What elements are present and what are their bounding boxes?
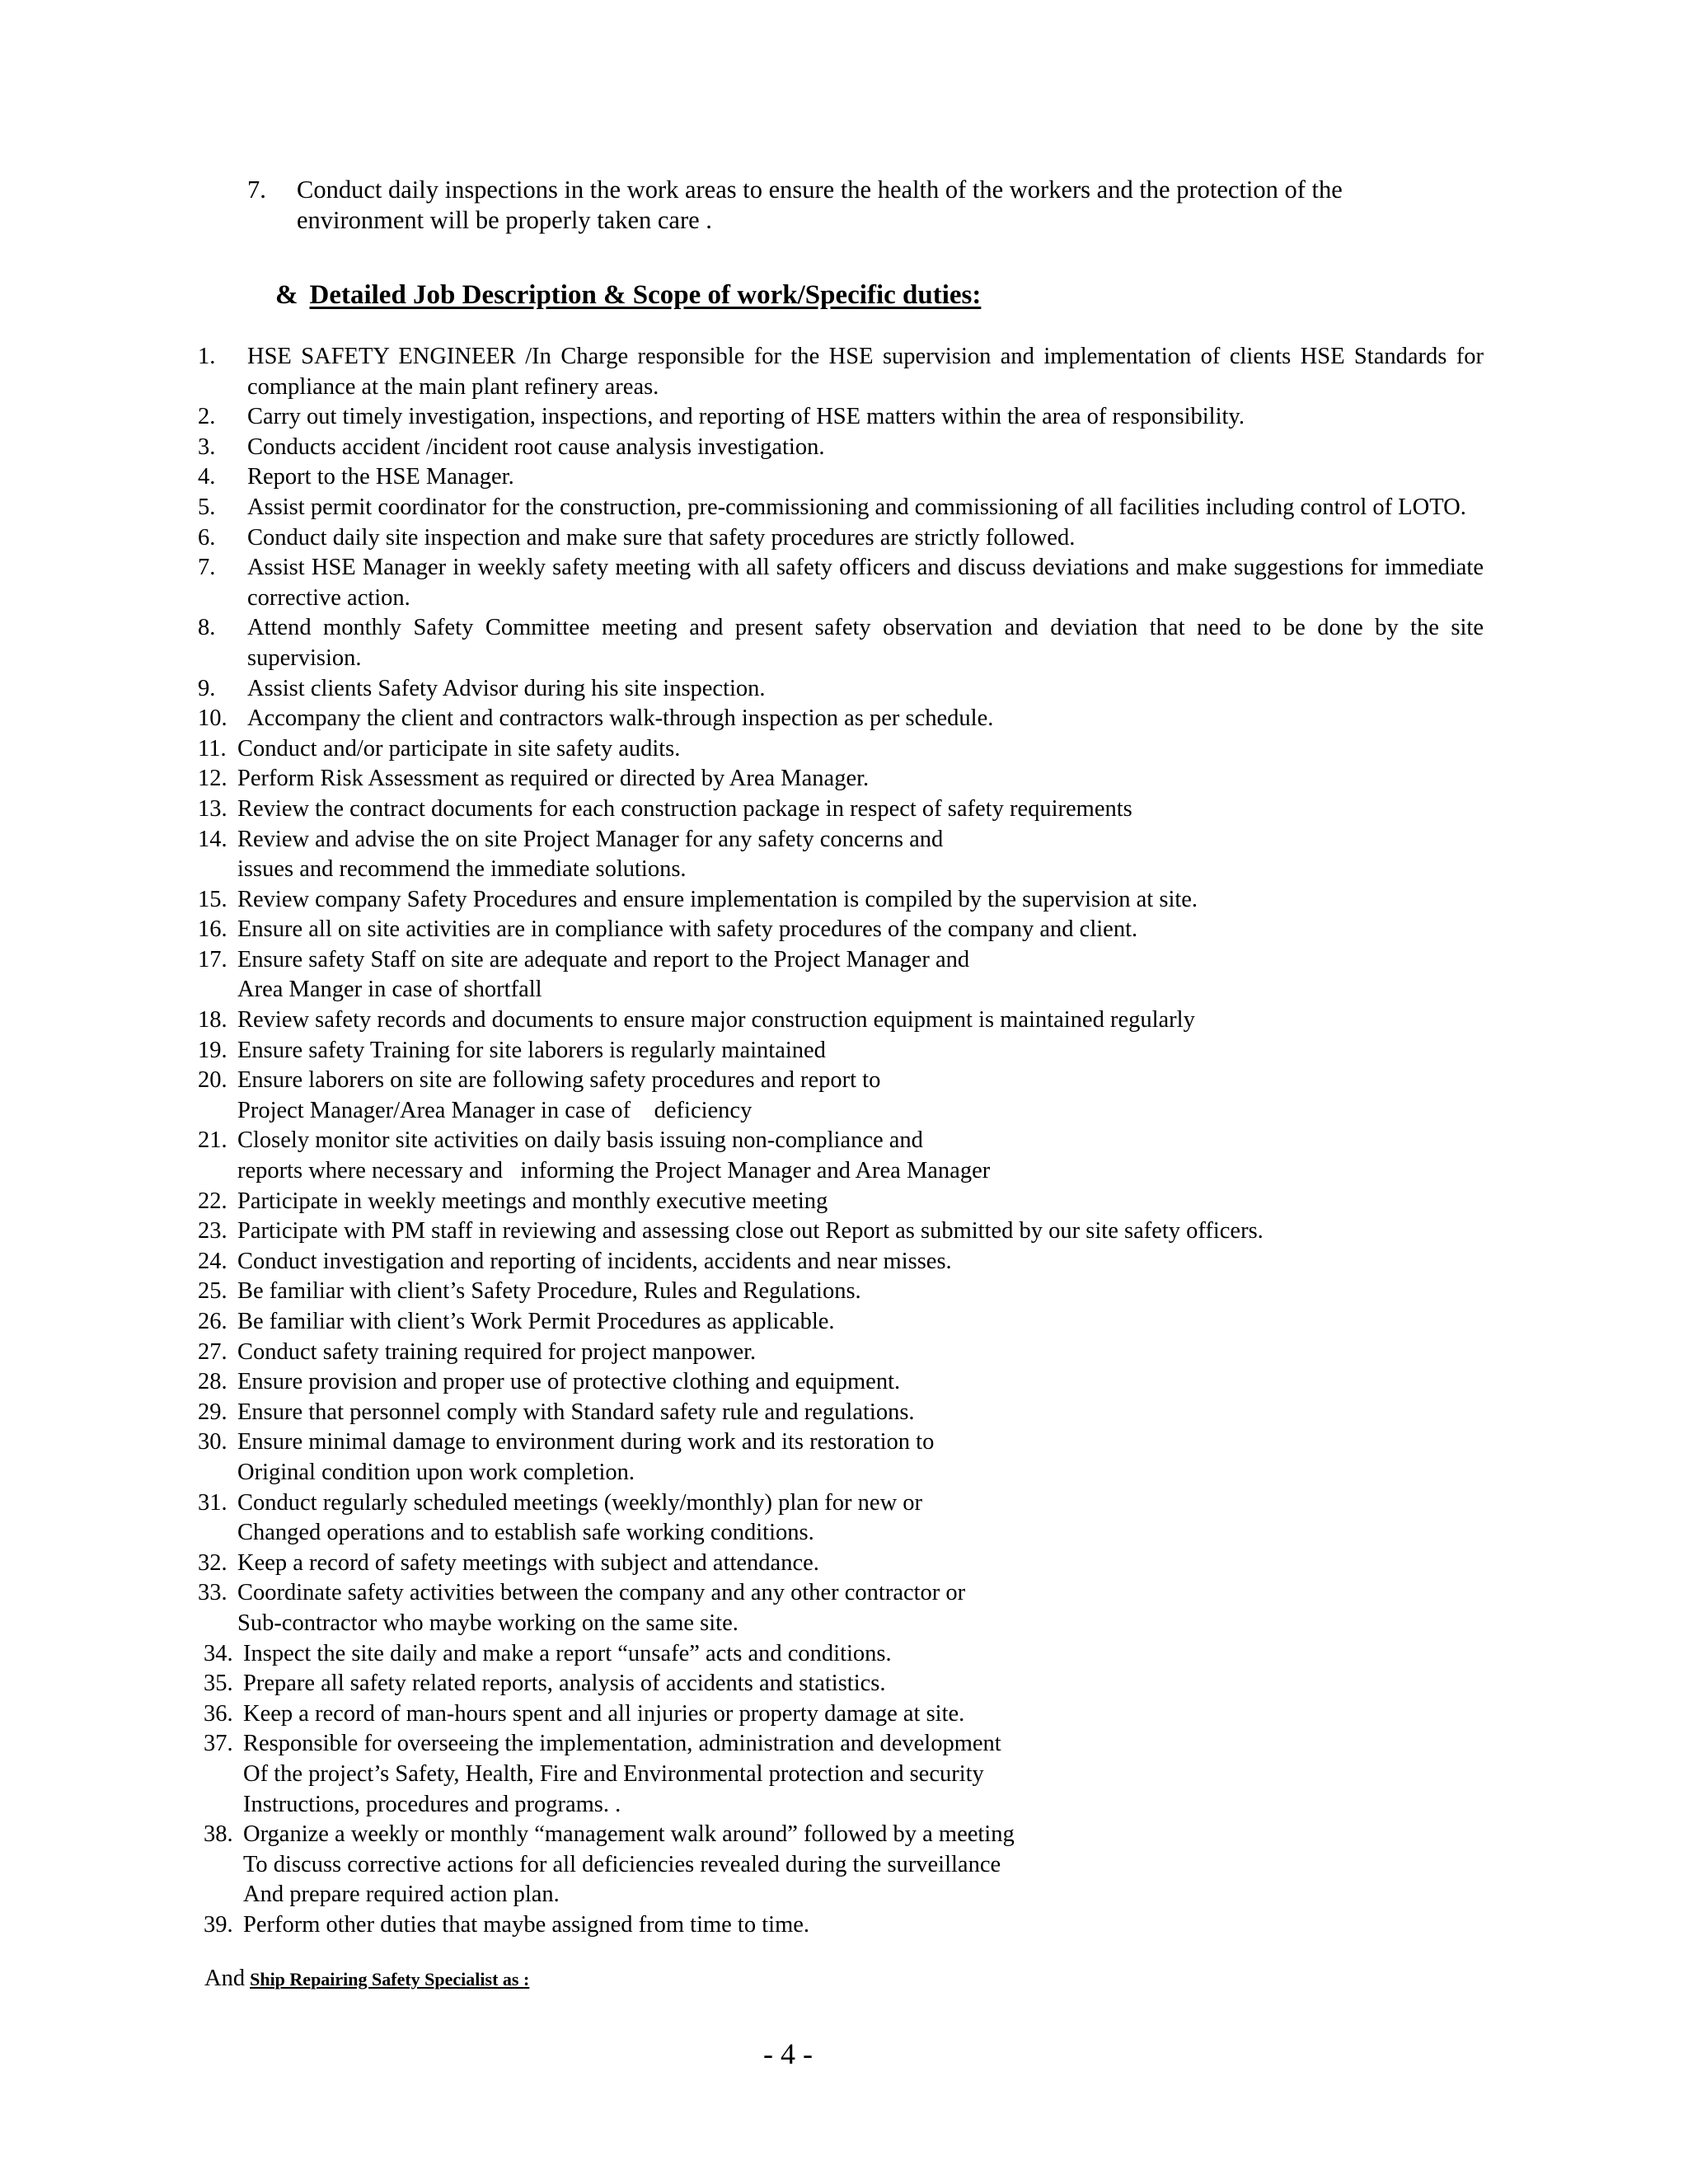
duty-item [198, 1639, 1484, 1670]
heading-title: Detailed Job Description & Scope of work/Specific duties: [309, 280, 982, 310]
duty-text: Conduct safety training required for project manpower. [237, 1338, 757, 1365]
closing-prefix: And [204, 1966, 246, 1991]
duty-number: 17. [198, 946, 227, 972]
duty-number: 37. [204, 1731, 233, 1757]
duty-text: Conduct daily site inspection and make sure that safety procedures are strictly followed. [247, 524, 1076, 551]
duty-text: Be familiar with client’s Work Permit Procedures as applicable. [237, 1309, 835, 1334]
duty-number: 35. [204, 1671, 233, 1697]
duty-item [198, 1307, 1484, 1338]
duty-item [198, 1549, 1484, 1579]
duty-item [198, 915, 1484, 945]
duty-text: Review safety records and documents to ensure major construction equipment is maintained regularly [237, 1007, 1195, 1033]
intro-item-text: Conduct daily inspections in the work areas to ensure the health of the workers and the protection of the environment will be properly taken care . [297, 176, 1343, 234]
duty-text: Perform Risk Assessment as required or directed by Area Manager. [237, 766, 870, 792]
duty-text: Ensure safety Training for site laborers is regularly maintained [237, 1037, 826, 1063]
duty-text: Prepare all safety related reports, analysis of accidents and statistics. [243, 1671, 886, 1697]
page-number: - 4 - [763, 2037, 813, 2070]
duty-number: 9. [198, 675, 216, 701]
duty-text: Conduct and/or participate in site safety audits. [237, 735, 681, 762]
duty-text: Be familiar with client’s Safety Procedure, Rules and Regulations. [237, 1278, 861, 1305]
duty-item [198, 493, 1484, 523]
duty-text: Participate with PM staff in reviewing and assessing close out Report as submitted by our site safety officers. [237, 1218, 1264, 1244]
duty-item [198, 945, 1484, 1005]
duty-number: 4. [198, 464, 216, 490]
duty-item [198, 523, 1484, 554]
duty-number: 34. [204, 1640, 233, 1666]
duty-item [198, 1187, 1484, 1217]
duty-number: 12. [198, 766, 227, 792]
duty-text: HSE SAFETY ENGINEER /In Charge responsible for the HSE supervision and implementation of clients HSE Standards for compliance at the main plant refinery areas. [247, 344, 1484, 400]
duty-number: 25. [198, 1278, 227, 1305]
duty-number: 30. [198, 1429, 227, 1455]
duty-item [198, 1427, 1484, 1488]
duty-number: 32. [198, 1549, 227, 1576]
duty-item [198, 402, 1484, 433]
duty-item [198, 1699, 1484, 1730]
duty-text: Keep a record of man-hours spent and all injuries or property damage at site. [243, 1700, 965, 1727]
duty-number: 16. [198, 916, 227, 943]
duty-item [198, 342, 1484, 402]
duty-text: Coordinate safety activities between the company and any other contractor or Sub-contractor who maybe working on the same site. [237, 1580, 966, 1636]
duty-text: Ensure that personnel comply with Standard safety rule and regulations. [237, 1399, 915, 1425]
duty-number: 38. [204, 1821, 233, 1848]
duty-item [198, 1367, 1484, 1398]
duty-item [198, 1277, 1484, 1307]
duty-number: 7. [198, 555, 216, 581]
duty-number: 24. [198, 1248, 227, 1274]
section-heading [275, 279, 981, 312]
duty-number: 15. [198, 886, 227, 912]
duty-text: Closely monitor site activities on daily basis issuing non-compliance and reports where necessary and informing the Project Manager and Area Manager [237, 1127, 991, 1184]
duty-number: 33. [198, 1580, 227, 1606]
duty-number: 36. [204, 1700, 233, 1727]
duty-item [198, 1036, 1484, 1066]
duty-item [198, 825, 1484, 885]
duty-item [198, 1488, 1484, 1549]
duty-number: 13. [198, 795, 227, 822]
duty-text: Attend monthly Safety Committee meeting and present safety observation and deviation that need to be done by the site supervision. [247, 615, 1484, 671]
closing-line [204, 1964, 529, 1994]
duty-text: Review company Safety Procedures and ensure implementation is compiled by the supervision at site. [237, 886, 1198, 912]
duty-number: 3. [198, 434, 216, 460]
duty-text: Keep a record of safety meetings with subject and attendance. [237, 1549, 819, 1576]
duty-text: Ensure safety Staff on site are adequate and report to the Project Manager and Area Manger in case of shortfall [237, 946, 970, 1003]
duty-text: Organize a weekly or monthly “management walk around” followed by a meeting To discuss corrective actions for all deficiencies revealed during the surveillance And prepare required action plan. [243, 1821, 1015, 1908]
duty-item [198, 433, 1484, 463]
intro-list-item [247, 175, 1459, 236]
duty-text: Assist HSE Manager in weekly safety meeting with all safety officers and discuss deviations and make suggestions for immediate corrective action. [247, 555, 1484, 611]
duty-item [198, 1216, 1484, 1247]
heading-symbol: & [275, 280, 298, 310]
duty-text: Responsible for overseeing the implementation, administration and development Of the project’s Safety, Health, Fire and Environmental protection and security Instructions, procedures and programs. . [243, 1731, 1001, 1817]
duty-text: Assist clients Safety Advisor during his site inspection. [247, 675, 766, 701]
duty-number: 27. [198, 1338, 227, 1365]
duty-number: 1. [198, 344, 216, 369]
duty-text: Participate in weekly meetings and monthly executive meeting [237, 1188, 828, 1214]
duty-text: Conduct investigation and reporting of incidents, accidents and near misses. [237, 1248, 952, 1274]
duty-item [198, 1729, 1484, 1820]
duty-item [198, 1066, 1484, 1126]
duty-text: Inspect the site daily and make a report “unsafe” acts and conditions. [243, 1640, 892, 1666]
duty-text: Ensure laborers on site are following safety procedures and report to Project Manager/Area Manager in case of deficiency [237, 1067, 881, 1123]
duty-number: 23. [198, 1218, 227, 1244]
duty-number: 20. [198, 1067, 227, 1094]
duty-item [198, 462, 1484, 493]
duty-item [198, 1398, 1484, 1428]
duty-item [198, 734, 1484, 765]
duty-number: 39. [204, 1911, 233, 1938]
duty-number: 18. [198, 1007, 227, 1033]
duty-item [198, 885, 1484, 916]
duty-text: Assist permit coordinator for the construction, pre-commissioning and commissioning of all facilities including control of LOTO. [247, 494, 1466, 520]
duty-item [198, 1578, 1484, 1638]
duty-item [198, 1247, 1484, 1277]
duty-item [198, 613, 1484, 673]
duty-text: Accompany the client and contractors walk-through inspection as per schedule. [247, 705, 994, 732]
duty-text: Ensure minimal damage to environment during work and its restoration to Original condition upon work completion. [237, 1429, 935, 1485]
duty-number: 21. [198, 1127, 227, 1154]
duty-text: Carry out timely investigation, inspections, and reporting of HSE matters within the area of responsibility. [247, 404, 1245, 430]
duty-number: 8. [198, 615, 216, 641]
duty-text: Perform other duties that maybe assigned from time to time. [243, 1911, 810, 1938]
duty-number: 14. [198, 826, 227, 852]
duty-text: Report to the HSE Manager. [247, 464, 514, 490]
duty-item [198, 1126, 1484, 1186]
duty-item [198, 1669, 1484, 1699]
closing-subtitle: Ship Repairing Safety Specialist as : [250, 1969, 530, 1990]
duty-item [198, 764, 1484, 794]
duty-number: 11. [198, 735, 227, 762]
duty-text: Conduct regularly scheduled meetings (weekly/monthly) plan for new or Changed operations and to establish safe working conditions. [237, 1489, 923, 1546]
duty-text: Ensure provision and proper use of protective clothing and equipment. [237, 1369, 901, 1395]
duty-item [198, 704, 1484, 734]
duty-number: 28. [198, 1369, 227, 1395]
duty-text: Ensure all on site activities are in compliance with safety procedures of the company and client. [237, 916, 1138, 943]
duty-item [198, 1910, 1484, 1941]
duty-item [198, 1005, 1484, 1036]
duty-item [198, 553, 1484, 613]
duty-number: 2. [198, 404, 216, 430]
duty-text: Review the contract documents for each construction package in respect of safety requirements [237, 795, 1132, 822]
duty-number: 5. [198, 494, 216, 520]
duty-number: 10. [198, 705, 227, 732]
intro-item-number: 7. [247, 176, 266, 204]
duty-number: 6. [198, 524, 216, 551]
duty-number: 31. [198, 1489, 227, 1516]
duty-number: 19. [198, 1037, 227, 1063]
duty-number: 22. [198, 1188, 227, 1214]
duty-text: Review and advise the on site Project Manager for any safety concerns and issues and recommend the immediate solutions. [237, 826, 944, 883]
duties-list [198, 342, 1484, 1940]
duty-item [198, 1338, 1484, 1368]
duty-number: 26. [198, 1309, 227, 1334]
duty-text: Conducts accident /incident root cause analysis investigation. [247, 434, 825, 460]
duty-item [198, 1820, 1484, 1910]
duty-item [198, 674, 1484, 705]
duty-item [198, 794, 1484, 825]
duty-number: 29. [198, 1399, 227, 1425]
